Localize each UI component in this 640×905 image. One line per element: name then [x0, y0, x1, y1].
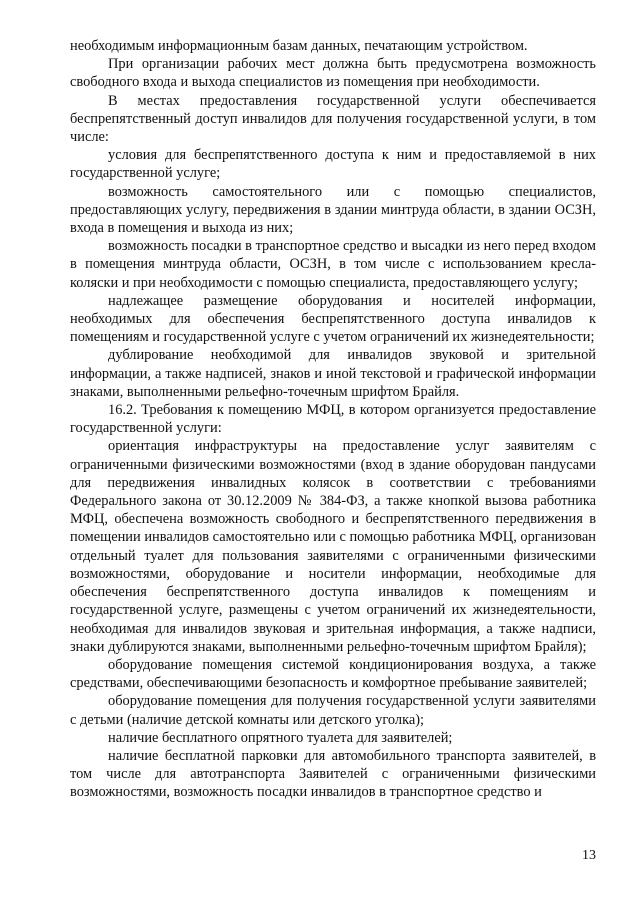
paragraph: наличие бесплатной парковки для автомобильного транспорта заявителей, в том числе для автотранспорта Заявителей с ограниченными физическими возможностями, возможность посадки инвалидов в транспортное средство и — [70, 747, 596, 801]
paragraph: условия для беспрепятственного доступа к ним и предоставляемой в них государственной услуге; — [70, 147, 596, 182]
paragraph: дублирование необходимой для инвалидов звуковой и зрительной информации, а также надписей, знаков и иной текстовой и графической информации знаками, выполненными рельефно-точечным шрифтом Брайля. — [70, 347, 596, 400]
paragraph: В местах предоставления государственной услуги обеспечивается беспрепятственный доступ инвалидов для получения государственной услуги, в том числе: — [70, 92, 596, 146]
paragraph: возможность посадки в транспортное средство и высадки из него перед входом в помещения минтруда области, ОСЗН, в том числе с использованием кресла-коляски и при необходимости с помощью специалиста, предоставляющего услугу; — [70, 238, 596, 291]
paragraph: возможность самостоятельного или с помощью специалистов, предоставляющих услугу, передвижения в здании минтруда области, в здании ОСЗН, входа в помещения и выхода из них; — [70, 183, 596, 237]
document-body — [70, 37, 596, 802]
paragraph: надлежащее размещение оборудования и носителей информации, необходимых для обеспечения беспрепятственного доступа инвалидов к помещениям и государственной услуге с учетом ограничений их жизнедеятельности; — [70, 292, 596, 346]
page-number: 13 — [582, 848, 596, 863]
paragraph: При организации рабочих мест должна быть предусмотрена возможность свободного входа и выхода специалистов из помещения при необходимости. — [70, 56, 596, 91]
paragraph: оборудование помещения системой кондиционирования воздуха, а также средствами, обеспечивающими безопасность и комфортное пребывание заявителей; — [70, 656, 596, 692]
paragraph: необходимым информационным базам данных, печатающим устройством. — [70, 38, 528, 54]
paragraph: оборудование помещения для получения государственной услуги заявителями с детьми (наличие детской комнаты или детского уголка); — [70, 693, 596, 728]
paragraph: ориентация инфраструктуры на предоставление услуг заявителям с ограниченными физическими возможностями (вход в здание оборудован пандусами для передвижения инвалидных колясок в соответствии с требованиями Федерального закона от 30.12.2009 № 384-ФЗ, а также кнопкой вызова работника МФЦ, обеспечена возможность свободного и беспрепятственного передвижения в помещении инвалидов самостоятельно или с помощью работника МФЦ, организован отдельный туалет для пользования заявителями с ограниченными физическими возможностями, оборудование и носители информации, необходимые для обеспечения беспрепятственного доступа инвалидов к помещениям и государственной услуге, размещены с учетом ограничений их жизнедеятельности, необходимая для инвалидов звуковая и зрительная информация, а также надписи, знаки дублируются знаками, выполненными рельефно-точечным шрифтом Брайля); — [70, 438, 596, 655]
paragraph: наличие бесплатного опрятного туалета для заявителей; — [108, 729, 453, 746]
paragraph: 16.2. Требования к помещению МФЦ, в котором организуется предоставление государственной услуги: — [70, 402, 596, 437]
